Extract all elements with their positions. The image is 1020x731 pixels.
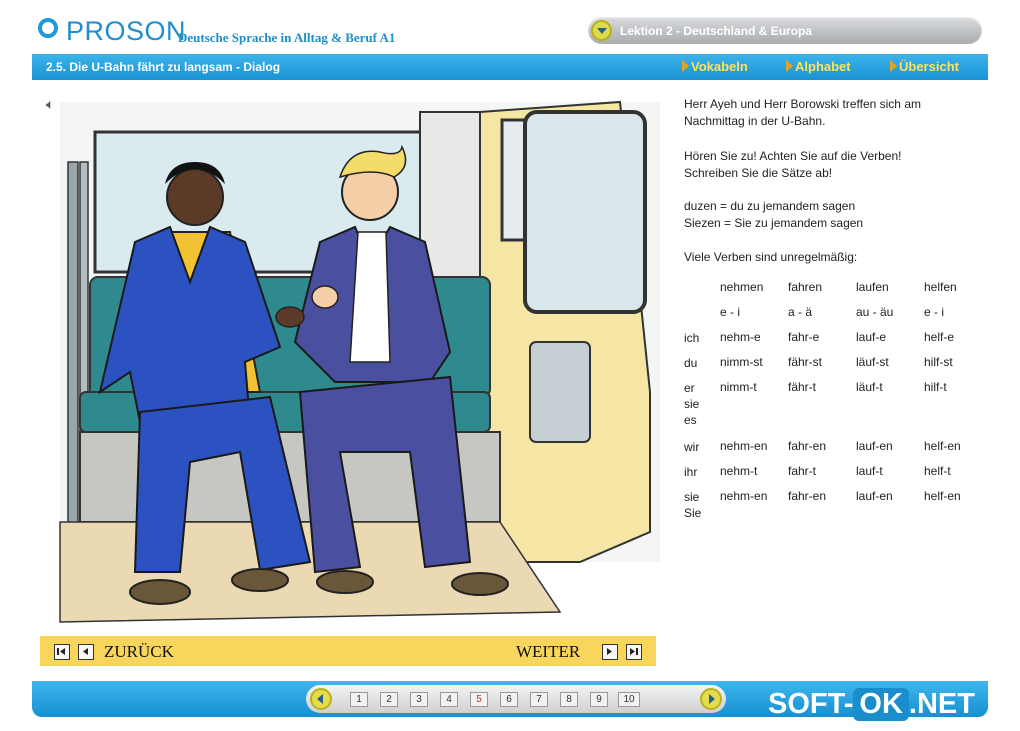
next-label[interactable]: WEITER [516, 642, 581, 661]
pager-next-button[interactable] [700, 688, 722, 710]
triangle-right-icon [702, 690, 720, 708]
table-cell: lauf-en [856, 439, 893, 453]
page-title: 2.5. Die U-Bahn fährt zu langsam - Dialog [46, 60, 281, 74]
siezen-definition: Siezen = Sie zu jemandem sagen [684, 216, 864, 230]
table-cell: läuf-t [856, 380, 883, 394]
speaker-icon[interactable]: 🔈︎ [46, 96, 55, 112]
table-row [680, 377, 988, 436]
watermark: SOFT- OK .NET [768, 688, 975, 720]
table-cell: nimm-t [720, 380, 757, 394]
table-header: fahren [788, 280, 823, 294]
course-subtitle: Deutsche Sprache in Alltag & Beruf A1 [178, 30, 396, 45]
nav-alphabet[interactable]: Alphabet [786, 59, 851, 74]
table-header-row [680, 277, 988, 302]
skip-forward-icon [627, 645, 640, 658]
table-row [680, 486, 988, 525]
table-row [680, 461, 988, 486]
title-bar [32, 54, 988, 80]
table-cell [680, 302, 716, 327]
table-cell: nehm-e [720, 330, 761, 344]
first-page-button[interactable] [54, 644, 70, 660]
page-4-button[interactable]: 4 [440, 692, 458, 707]
pager [306, 685, 726, 713]
intro-text: Herr Ayeh und Herr Borowski treffen sich am Nachmittag in der U-Bahn. [684, 97, 921, 128]
duzen-definition: duzen = du zu jemandem sagen [684, 199, 856, 213]
table-row [680, 327, 988, 352]
table-header: laufen [856, 280, 889, 294]
page-1-button[interactable]: 1 [350, 692, 368, 707]
table-cell: läuf-st [856, 355, 889, 369]
table-cell: a - ä [788, 305, 813, 319]
task-write: Schreiben Sie die Sätze ab! [684, 166, 833, 180]
table-cell: fähr-t [788, 380, 817, 394]
table-cell: e - i [924, 305, 945, 319]
table-cell: helf-t [924, 464, 951, 478]
nav-uebersicht[interactable]: Übersicht [890, 59, 959, 74]
table-cell: nehm-en [720, 439, 768, 453]
pager-prev-button[interactable] [310, 688, 332, 710]
skip-back-icon [55, 645, 68, 658]
page-8-button[interactable]: 8 [560, 692, 578, 707]
page-10-button[interactable]: 10 [618, 692, 640, 707]
table-cell: ihr [684, 465, 698, 479]
table-row [680, 352, 988, 377]
triangle-right-icon [603, 645, 616, 658]
table-header: nehmen [720, 280, 764, 294]
table-cell: helf-en [924, 439, 961, 453]
table-cell: nehm-en [720, 489, 768, 503]
table-cell: helf-e [924, 330, 955, 344]
next-button[interactable] [602, 644, 618, 660]
page-6-button[interactable]: 6 [500, 692, 518, 707]
table-cell: sie Sie [684, 490, 702, 520]
conjugation-table [680, 277, 988, 525]
lesson-label: Lektion 2 - Deutschland & Europa [620, 24, 813, 38]
arrow-right-icon [682, 60, 689, 72]
page-2-button[interactable]: 2 [380, 692, 398, 707]
table-cell: lauf-e [856, 330, 887, 344]
triangle-left-icon [79, 645, 92, 658]
logo-ring-icon [38, 18, 58, 38]
triangle-left-icon [312, 690, 330, 708]
table-cell: helf-en [924, 489, 961, 503]
table-cell: ich [684, 331, 700, 345]
page-5-button[interactable]: 5 [470, 692, 488, 707]
table-cell: du [684, 356, 698, 370]
irregular-note: Viele Verben sind unregelmäßig: [684, 250, 858, 264]
table-cell: fahr-t [788, 464, 817, 478]
table-cell: hilf-t [924, 380, 947, 394]
table-cell [680, 277, 716, 302]
table-cell: hilf-st [924, 355, 953, 369]
table-cell: fahr-en [788, 489, 827, 503]
last-page-button[interactable] [626, 644, 642, 660]
table-cell: wir [684, 440, 700, 454]
table-cell: nimm-st [720, 355, 763, 369]
table-row [680, 436, 988, 461]
table-cell: fähr-st [788, 355, 823, 369]
arrow-right-icon [786, 60, 793, 72]
table-cell: lauf-t [856, 464, 883, 478]
table-cell: e - i [720, 305, 741, 319]
nav-vokabeln[interactable]: Vokabeln [682, 59, 748, 74]
page-7-button[interactable]: 7 [530, 692, 548, 707]
lesson-selector[interactable] [588, 17, 982, 44]
dropdown-arrow-icon[interactable] [591, 20, 612, 41]
prev-button[interactable] [78, 644, 94, 660]
page-9-button[interactable]: 9 [590, 692, 608, 707]
task-listen: Hören Sie zu! Achten Sie auf die Verben! [684, 149, 902, 163]
logo: PROSON [66, 16, 187, 46]
subway-illustration [40, 92, 660, 630]
table-cell: au - äu [856, 305, 894, 319]
table-cell: fahr-en [788, 439, 827, 453]
table-header: helfen [924, 280, 957, 294]
table-cell: er sie es [684, 381, 700, 427]
table-cell: nehm-t [720, 464, 758, 478]
arrow-right-icon [890, 60, 897, 72]
page-3-button[interactable]: 3 [410, 692, 428, 707]
table-cell: fahr-e [788, 330, 820, 344]
back-label[interactable]: ZURÜCK [104, 642, 174, 661]
table-cell: lauf-en [856, 489, 893, 503]
page-nav-bar [40, 636, 656, 666]
table-row [680, 302, 988, 327]
